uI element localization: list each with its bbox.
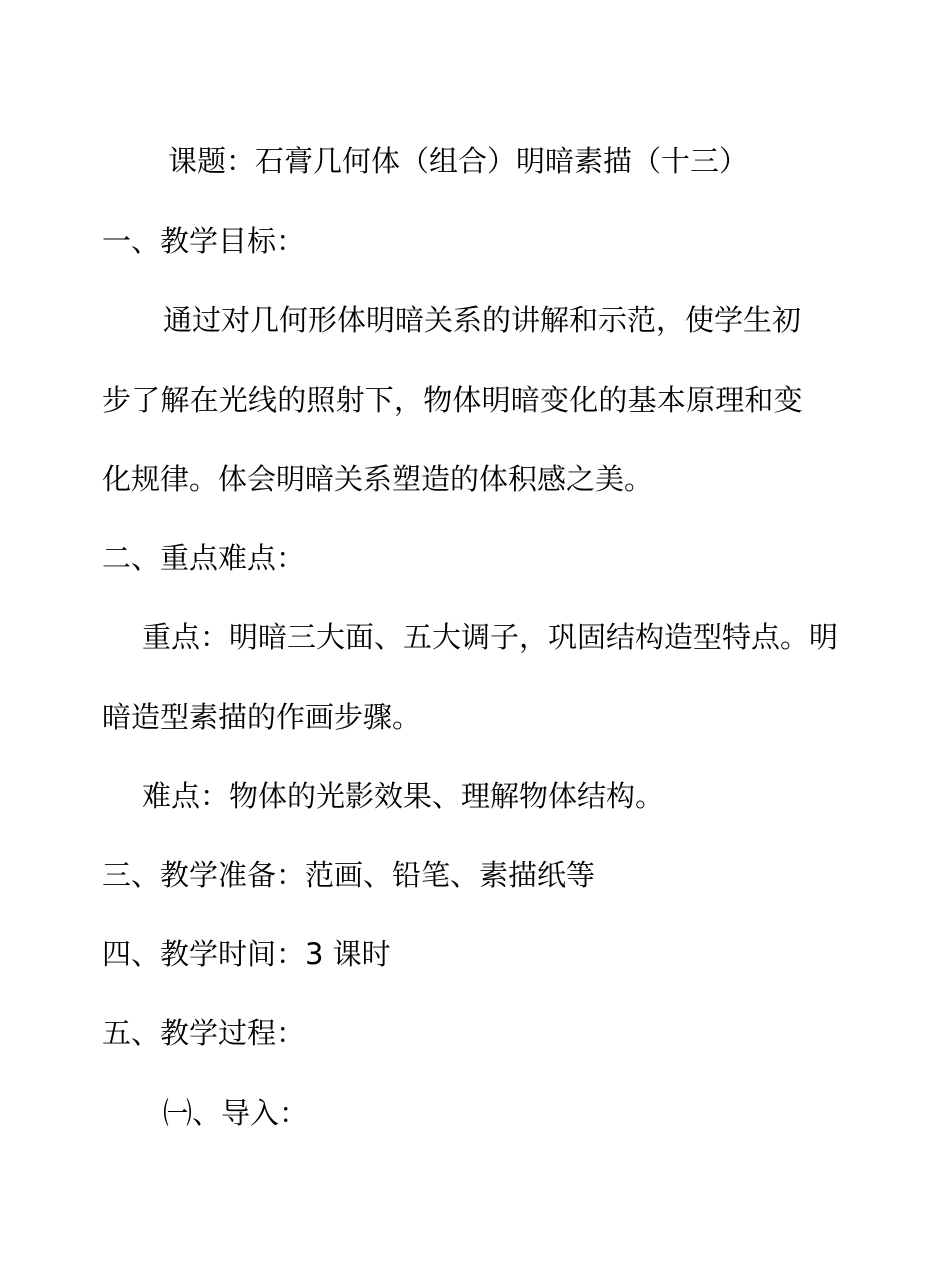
document-title: 课题：石膏几何体（组合）明暗素描（十三）	[168, 144, 749, 178]
key-point-line: 重点：明暗三大面、五大调子，巩固结构造型特点。明	[142, 620, 839, 654]
objectives-paragraph-line: 化规律。体会明暗关系塑造的体积感之美。	[102, 462, 654, 496]
process-heading: 五、教学过程：	[102, 1016, 306, 1050]
objectives-heading: 一、教学目标：	[102, 224, 306, 258]
intro-subheading: ㈠、导入：	[163, 1096, 309, 1130]
objectives-paragraph-line: 步了解在光线的照射下，物体明暗变化的基本原理和变	[102, 383, 803, 417]
difficulty-line: 难点：物体的光影效果、理解物体结构。	[142, 779, 665, 813]
key-point-line: 暗造型素描的作画步骤。	[102, 700, 422, 734]
objectives-paragraph-line: 通过对几何形体明暗关系的讲解和示范，使学生初	[163, 303, 802, 337]
key-points-heading: 二、重点难点：	[102, 541, 306, 575]
preparation-line: 三、教学准备：范画、铅笔、素描纸等	[102, 858, 596, 892]
teaching-time-line: 四、教学时间：3 课时	[102, 937, 391, 971]
